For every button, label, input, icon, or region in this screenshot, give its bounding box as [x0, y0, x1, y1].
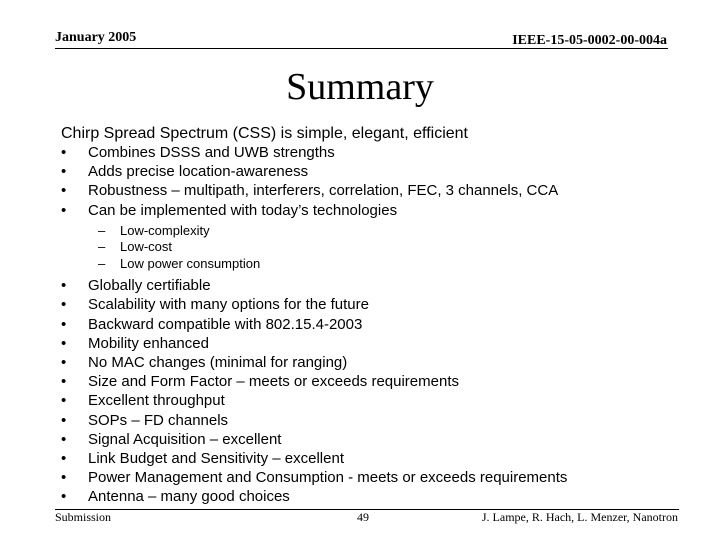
list-item [61, 334, 701, 353]
bullet-list-primary [61, 143, 701, 220]
list-item [61, 353, 701, 372]
footer-submission: Submission [55, 510, 112, 524]
list-item-text: Power Management and Consumption - meets or exceeds requirements [88, 469, 568, 487]
bullet-mark: • [61, 411, 67, 429]
list-item-text: Mobility enhanced [88, 334, 209, 352]
bullet-mark: • [61, 296, 67, 314]
list-item [61, 201, 701, 220]
bullet-mark: • [61, 354, 67, 371]
list-item-text: Antenna – many good choices [88, 488, 290, 506]
list-item-text: Globally certifiable [88, 277, 211, 295]
list-item [61, 295, 701, 314]
list-item [61, 162, 701, 181]
bullet-mark: • [61, 469, 67, 487]
sub-list-item [98, 239, 701, 256]
sub-list-item-text: Low power consumption [120, 255, 261, 271]
list-item-text: Link Budget and Sensitivity – excellent [88, 449, 344, 467]
list-item-text: Excellent throughput [88, 392, 225, 410]
list-item-text: Robustness – multipath, interferers, correlation, FEC, 3 channels, CCA [88, 182, 559, 200]
sub-list-item [98, 256, 701, 273]
bullet-mark: • [61, 182, 67, 200]
sub-list-item-text: Low-complexity [120, 222, 210, 238]
footer-page-number: 49 [357, 510, 369, 524]
list-item-text: Scalability with many options for the future [88, 296, 369, 314]
list-item [61, 181, 701, 200]
bullet-list-secondary [61, 276, 701, 506]
list-item-text: Adds precise location-awareness [88, 163, 309, 181]
list-item [61, 487, 701, 506]
list-item [61, 372, 701, 391]
bullet-mark: • [61, 163, 67, 181]
bullet-mark: • [61, 373, 67, 391]
bullet-mark: • [61, 430, 67, 448]
bullet-mark: • [61, 392, 67, 410]
bullet-mark: • [61, 201, 67, 219]
sub-list-item [98, 223, 701, 240]
bullet-mark: • [61, 449, 67, 467]
list-item [61, 315, 701, 334]
list-item-text: Signal Acquisition – excellent [88, 430, 282, 448]
list-item-text: SOPs – FD channels [88, 411, 229, 429]
bullet-mark: • [61, 315, 67, 333]
list-item [61, 143, 701, 162]
bullet-mark: • [61, 488, 67, 506]
list-item [61, 449, 701, 468]
bullet-mark: • [61, 144, 67, 161]
list-item [61, 276, 701, 295]
dash-mark: – [98, 239, 106, 255]
list-item-text: Can be implemented with today’s technologies [88, 201, 398, 219]
list-item-text: Size and Form Factor – meets or exceeds requirements [88, 373, 459, 391]
list-item [61, 468, 701, 487]
header-doc-id: IEEE-15-05-0002-00-004a [512, 33, 667, 48]
list-item-text: Combines DSSS and UWB strengths [88, 144, 335, 161]
list-item-text: No MAC changes (minimal for ranging) [88, 354, 348, 371]
dash-mark: – [98, 222, 106, 238]
header-date: January 2005 [55, 30, 137, 45]
header-rule [55, 48, 668, 49]
sub-list-item-text: Low-cost [120, 239, 173, 255]
footer-authors: J. Lampe, R. Hach, L. Menzer, Nanotron [481, 510, 678, 524]
body-heading: Chirp Spread Spectrum (CSS) is simple, elegant, efficient [61, 125, 468, 142]
slide-body [61, 124, 701, 507]
list-item-text: Backward compatible with 802.15.4-2003 [88, 315, 363, 333]
list-item [61, 411, 701, 430]
bullet-mark: • [61, 334, 67, 352]
dash-mark: – [98, 255, 106, 271]
bullet-mark: • [61, 277, 67, 295]
list-item [61, 430, 701, 449]
sub-bullet-list [61, 220, 701, 273]
slide-title: Summary [286, 66, 434, 108]
list-item [61, 391, 701, 410]
